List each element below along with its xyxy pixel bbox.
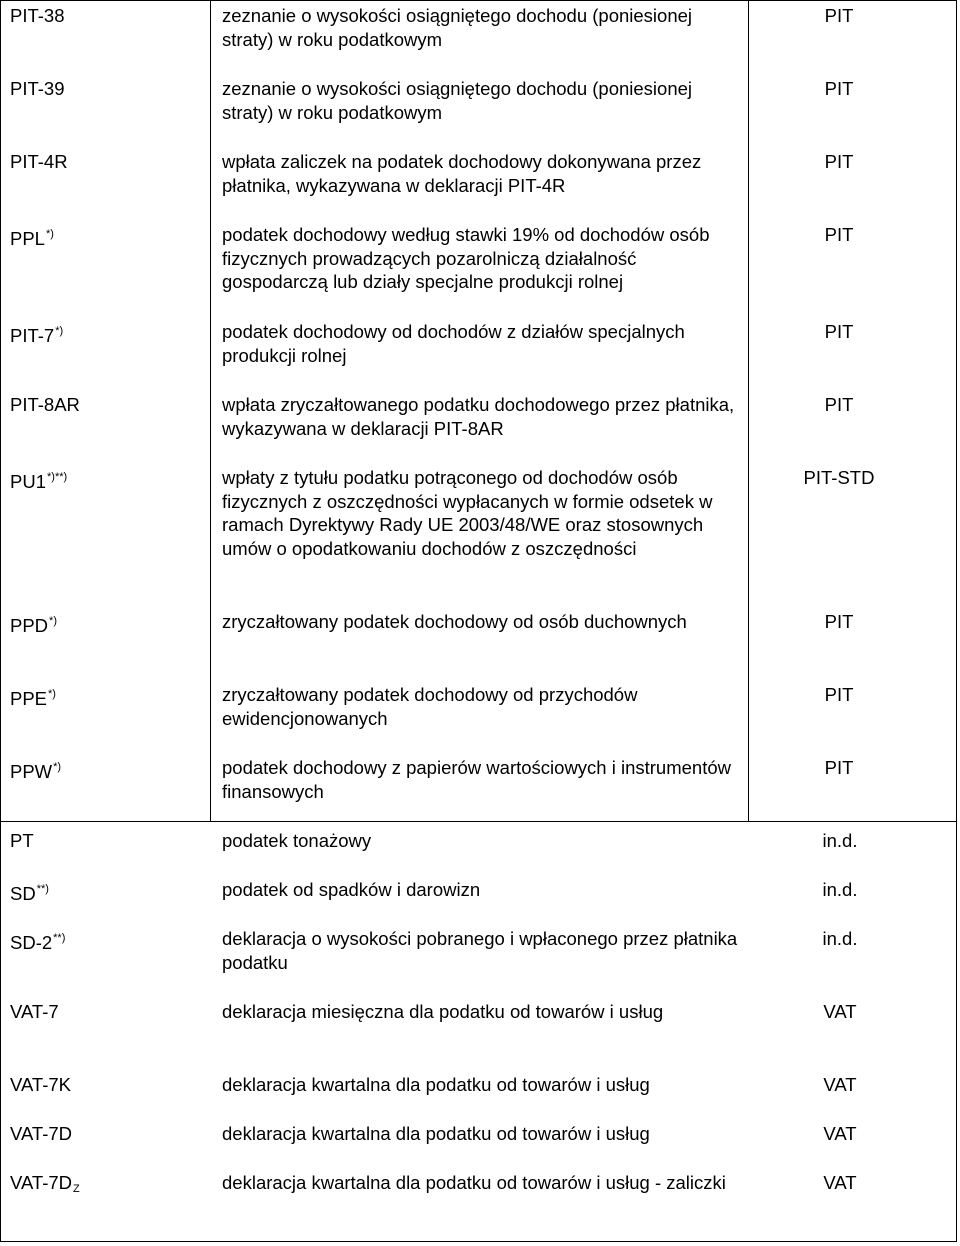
form-code-label: PPE: [10, 688, 48, 709]
tax-type: in.d.: [822, 830, 858, 851]
footnote-marker: *)**): [47, 471, 68, 483]
form-description: deklaracja o wysokości pobranego i wpłaconego przez płatnika podatku: [222, 928, 738, 973]
form-code: [10, 320, 200, 348]
form-code-label: SD: [10, 883, 36, 904]
table-rule: [0, 0, 957, 1]
form-code: [10, 1122, 200, 1146]
form-description: deklaracja kwartalna dla podatku od towarów i usług: [222, 1074, 650, 1095]
form-code-label: PU1: [10, 471, 46, 492]
tax-type: PIT: [824, 78, 854, 99]
form-code-label: PIT-7: [10, 325, 55, 346]
tax-type: PIT: [824, 684, 854, 705]
table-rule: [956, 822, 957, 1242]
table-rule: [956, 0, 957, 822]
form-description: zryczałtowany podatek dochodowy od przychodów ewidencjonowanych: [222, 684, 638, 729]
form-code-label: PIT-8AR: [10, 394, 80, 415]
form-description: wpłata zryczałtowanego podatku dochodowego przez płatnika, wykazywana w deklaracji PIT-8AR: [222, 394, 735, 439]
form-code-label: PT: [10, 830, 34, 851]
form-code-label: PIT-38: [10, 5, 65, 26]
form-description: podatek dochodowy od dochodów z działów specjalnych produkcji rolnej: [222, 321, 685, 366]
footnote-marker: *): [48, 688, 56, 700]
form-description: wpłata zaliczek na podatek dochodowy dokonywana przez płatnika, wykazywana w deklaracji PIT-4R: [222, 151, 702, 196]
footnote-marker: *): [55, 325, 64, 337]
tax-type: VAT: [823, 1074, 857, 1095]
form-description: deklaracja kwartalna dla podatku od towarów i usług - zaliczki: [222, 1172, 726, 1193]
form-code: [10, 393, 200, 417]
form-code-label: PPL: [10, 228, 45, 249]
form-description: wpłaty z tytułu podatku potrąconego od dochodów osób fizycznych z oszczędności wypłacanych w formie odsetek w ramach Dyrektywy Rady UE 2003/48/WE oraz stosownych umów o opodatkowaniu dochodów z oszczędności: [222, 467, 713, 559]
form-code: [10, 4, 200, 28]
form-code: [10, 466, 200, 494]
table-rule: [0, 822, 1, 1242]
form-code: [10, 1000, 200, 1024]
form-code: [10, 829, 200, 853]
form-code-label: PIT-4R: [10, 151, 68, 172]
tax-type: PIT-STD: [803, 467, 875, 488]
tax-type: VAT: [823, 1123, 857, 1144]
form-code: [10, 223, 200, 251]
tax-type: VAT: [823, 1001, 857, 1022]
form-description: podatek tonażowy: [222, 830, 372, 851]
form-description: zeznanie o wysokości osiągniętego dochodu (poniesionej straty) w roku podatkowym: [222, 78, 693, 123]
form-code: [10, 77, 200, 101]
table-rule: [0, 1241, 957, 1242]
form-code: [10, 683, 200, 711]
tax-type: PIT: [824, 5, 854, 26]
form-code-label: PPD: [10, 615, 49, 636]
tax-type: PIT: [824, 611, 854, 632]
form-code: [10, 756, 200, 784]
footnote-marker: *): [53, 761, 62, 773]
form-code-label: PPW: [10, 761, 53, 782]
tax-type: PIT: [824, 151, 854, 172]
footnote-marker: *): [45, 228, 54, 240]
form-description: zeznanie o wysokości osiągniętego dochodu (poniesionej straty) w roku podatkowym: [222, 5, 693, 50]
form-code: [10, 1171, 200, 1202]
form-code-subscript: Z: [73, 1183, 80, 1195]
table-rule: [0, 0, 1, 822]
footnote-marker: *): [49, 615, 57, 627]
form-description: podatek dochodowy według stawki 19% od dochodów osób fizycznych prowadzących pozarolniczą działalność gospodarczą lub działy specjalne produkcji rolnej: [222, 224, 710, 292]
form-code-label: SD-2: [10, 932, 53, 953]
tax-type: PIT: [824, 321, 854, 342]
tax-type: PIT: [824, 224, 854, 245]
table-rule: [210, 0, 211, 822]
tax-type: in.d.: [822, 928, 858, 949]
form-code-label: PIT-39: [10, 78, 65, 99]
tax-type: in.d.: [822, 879, 858, 900]
footnote-marker: **): [36, 883, 49, 895]
form-description: podatek dochodowy z papierów wartościowych i instrumentów finansowych: [222, 757, 732, 802]
tax-type: PIT: [824, 757, 854, 778]
footnote-marker: **): [53, 932, 66, 944]
form-code-label: VAT-7: [10, 1001, 59, 1022]
table-rule: [0, 821, 957, 822]
form-code: [10, 927, 200, 955]
tax-type: VAT: [823, 1172, 857, 1193]
form-code: [10, 1073, 200, 1097]
form-description: deklaracja miesięczna dla podatku od towarów i usług: [222, 1001, 664, 1022]
form-code: [10, 150, 200, 174]
tax-type: PIT: [824, 394, 854, 415]
form-description: deklaracja kwartalna dla podatku od towarów i usług: [222, 1123, 650, 1144]
form-code-label: VAT-7K: [10, 1074, 72, 1095]
form-code: [10, 878, 200, 906]
form-description: zryczałtowany podatek dochodowy od osób duchownych: [222, 611, 687, 632]
form-description: podatek od spadków i darowizn: [222, 879, 481, 900]
form-code-label: VAT-7D: [10, 1123, 73, 1144]
table-rule: [748, 0, 749, 822]
form-code-label: VAT-7D: [10, 1172, 73, 1193]
form-code: [10, 610, 200, 638]
